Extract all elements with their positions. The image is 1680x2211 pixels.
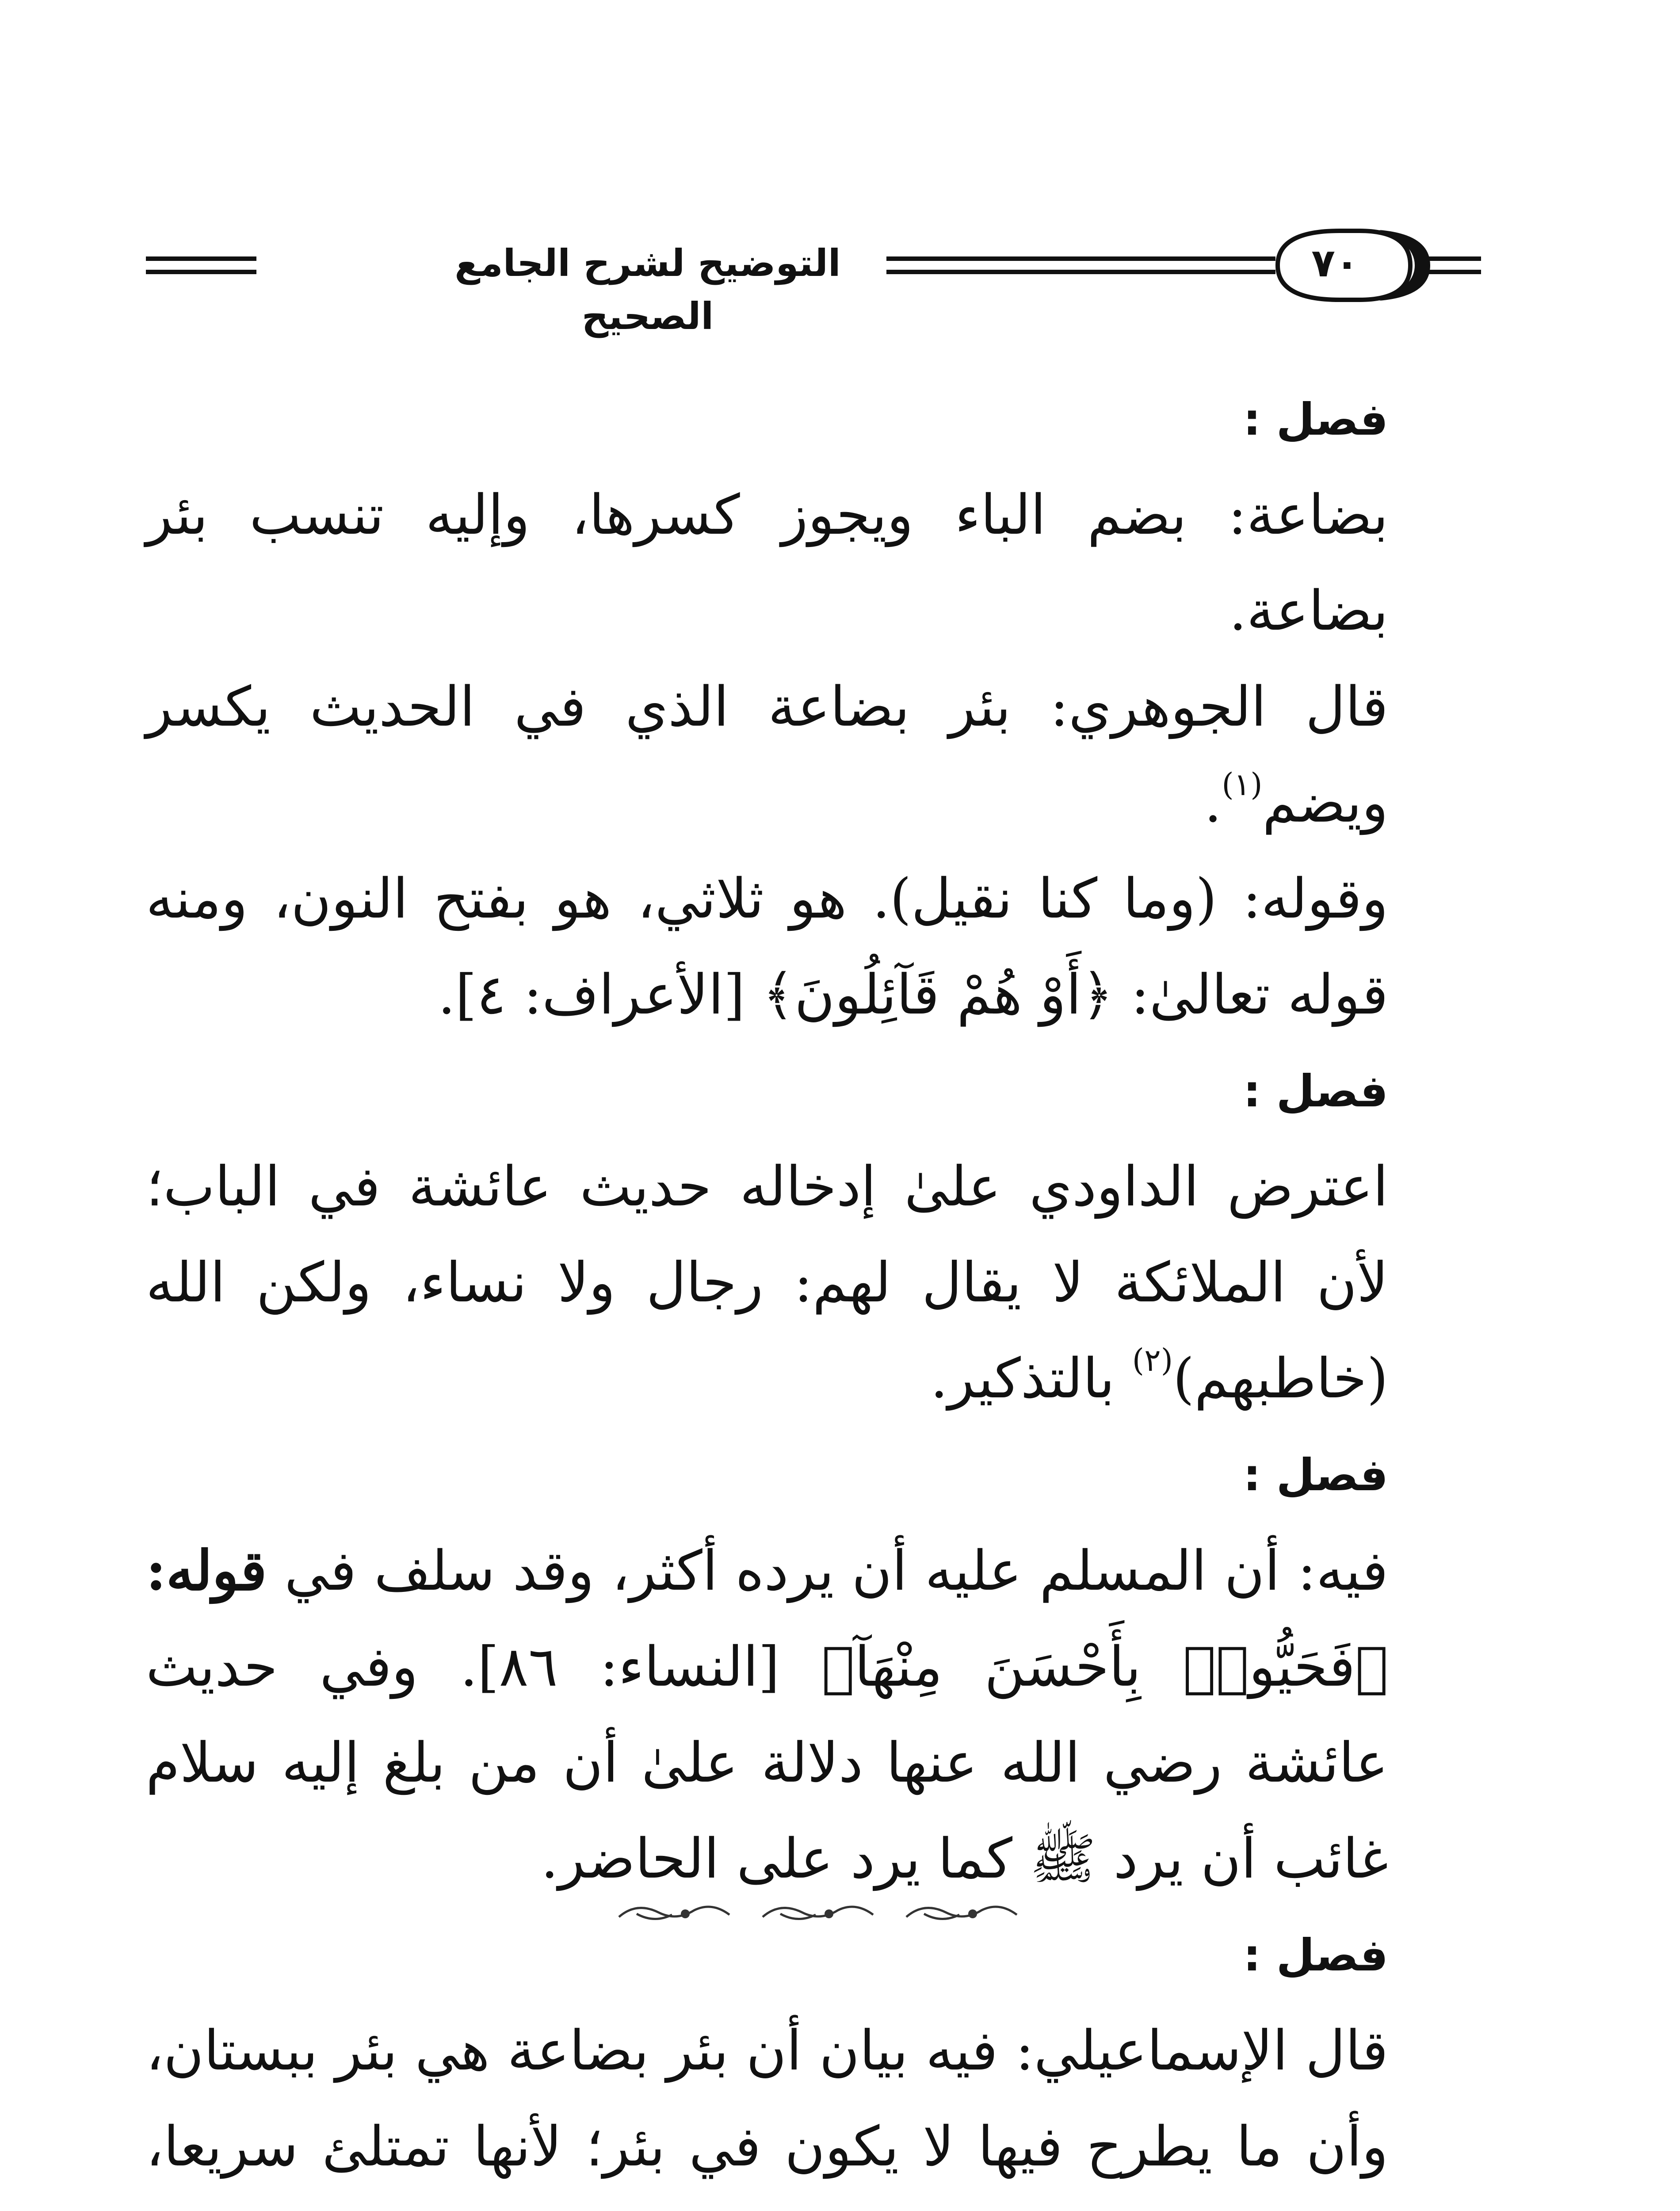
quran-verse: ﴿فَحَيُّوا۟ بِأَحْسَنَ مِنْهَآ﴾ bbox=[821, 1635, 1388, 1699]
paragraph-text: وقوله: (وما كنا نقيل). هو ثلاثي، هو بفتح النون، ومنه قوله تعالىٰ: bbox=[146, 867, 1388, 1027]
quran-verse: ﴿أَوْ هُمْ قَآئِلُونَ﴾ bbox=[762, 963, 1114, 1027]
paragraph-text: . bbox=[1204, 771, 1222, 835]
footnote-ref[interactable]: (١) bbox=[1222, 766, 1263, 803]
section-heading: فصل : bbox=[1243, 1929, 1388, 1981]
paragraph-text: قال الجوهري: بئر بضاعة الذي في الحديث يكسر ويضم bbox=[146, 675, 1388, 835]
main-text bbox=[146, 371, 1388, 2211]
paragraph: قال الإسماعيلي: فيه بيان أن بئر بضاعة هي بئر ببستان، وأن ما يطرح فيها لا يكون في بئر؛ لأنها تمتلئ سريعا، bbox=[146, 2019, 1388, 2179]
running-header bbox=[146, 221, 1481, 338]
paragraph-text: بالتذكير. bbox=[930, 1347, 1132, 1411]
paragraph-text: [النساء: ٨٦]. وفي حديث عائشة رضي الله عنها دلالة علىٰ أن من بلغ إليه سلام غائب أن يرد ﷺ كما يرد على الحاضر. bbox=[146, 1635, 1388, 1891]
page-number: ٧٠ bbox=[1311, 240, 1359, 286]
paragraph bbox=[146, 851, 1388, 1043]
paragraph: بضاعة: بضم الباء ويجوز كسرها، وإليه تنسب بئر بضاعة. bbox=[146, 483, 1388, 643]
paragraph bbox=[146, 1523, 1388, 1907]
footnote-ref[interactable]: (٢) bbox=[1132, 1342, 1173, 1378]
verse-reference: [الأعراف: ٤]. bbox=[438, 963, 763, 1027]
paragraph-text: اعترض الداودي علىٰ إدخاله حديث عائشة في الباب؛ لأن الملائكة لا يقال لهم: رجال ولا نساء، ولكن الله (خاطبهم) bbox=[146, 1155, 1388, 1411]
paragraph bbox=[146, 659, 1388, 851]
paragraph-text: فيه: أن المسلم عليه أن يرده أكثر، وقد سلف في bbox=[267, 1539, 1388, 1603]
bold-text: قوله: bbox=[146, 1539, 267, 1603]
section-heading: فصل : bbox=[1243, 394, 1388, 445]
section-heading: فصل : bbox=[1243, 1449, 1388, 1501]
running-title: التوضيح لشرح الجامع الصحيح bbox=[409, 237, 886, 290]
paragraph bbox=[146, 1139, 1388, 1427]
ornament-divider-icon bbox=[610, 1897, 1035, 1928]
section-heading: فصل : bbox=[1243, 1065, 1388, 1117]
